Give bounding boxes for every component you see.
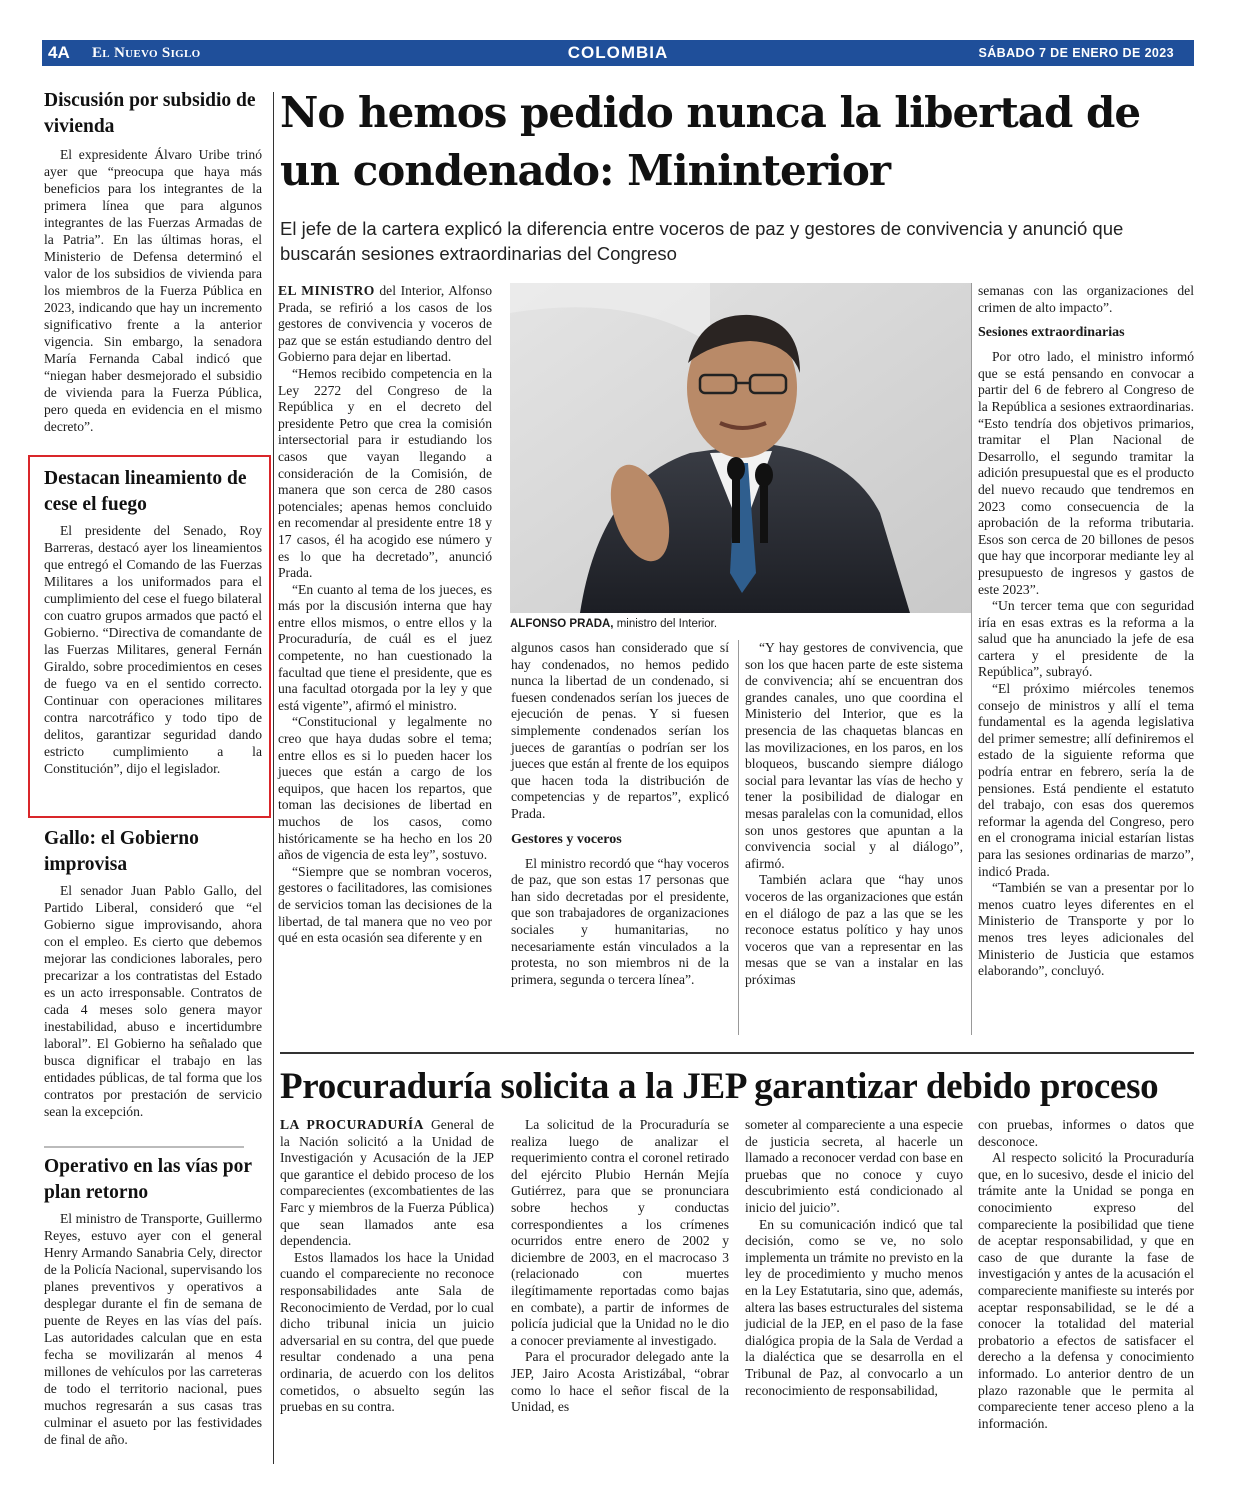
article-paragraph: LA PROCURADURÍA General de la Nación solicitó a la Unidad de Investigación y Acusación de la JEP que garantice el debido proceso de los comparecientes (excombatientes de las Farc y miembros de la Fuerza Pública) que sean llamados ante esa dependencia. <box>280 1117 494 1249</box>
article-subheading: Sesiones extraordinarias <box>978 325 1125 341</box>
article-paragraph: “Un tercer tema que con seguridad iría en esas extras es la reforma a la salud que ha anunciado la jefe de esa cartera y el presidente de la República”, subrayó. <box>978 598 1194 680</box>
article-paragraph: “El próximo miércoles tenemos consejo de ministros y allí el tema fundamental es la agenda legislativa del primer semestre; allí definiremos el estado de la siguiente reforma que podría entrar en febrero, sería la de pensiones. Está pendiente el estatuto del trabajo, con esas dos queremos reformar la agenda del Congreso, pero en el cronograma inicial estarían listas para las sesiones ordinarias de marzo”, indicó Prada. <box>978 681 1194 879</box>
article-paragraph: “Y hay gestores de convivencia, que son los que hacen parte de este sistema de convivencia; ahí se encuentran dos grandes canales, uno que coordina el Ministerio del Interior, que es la presencia de las chaquetas blancas en las movilizaciones, en los paros, en los bloqueos, buscando siempre diálogo social para levantar las vías de hecho y tener la posibilidad de dialogar en mesas paralelas con la comunidad, ellos son unos gestores que apuntan a la convivencia social y al diálogo”, afirmó. <box>745 640 963 871</box>
article-paragraph: “Constitucional y legalmente no creo que haya dudas sobre el tema; entre ellos es si lo pueden hacer los jueces que están a cargo de los equipos, que hacen los repartos, que toman las decisiones de libertad en muchos de los casos, como históricamente se ha hecho en los 20 años de vigencia de esta ley”, sostuvo. <box>278 714 492 863</box>
sidebar-item <box>44 1154 262 1448</box>
article-photo <box>510 283 972 613</box>
sidebar-body: El expresidente Álvaro Uribe trinó ayer que “preocupa que haya más beneficios para los integrantes de la primera línea que para algunos integrantes de las Fuerzas Armadas de la Patria”. En las últimas horas, el Ministerio de Defensa determinó el valor de los subsidios de vivienda para los miembros de la Fuerza Pública en 2023, indicando que hay un incremento significativo frente a la anterior vigencia. Sin embargo, la senadora María Fernanda Cabal indicó que “niegan haber desmejorado el subsidio de vivienda para la Fuerza Pública, pero queda en evidencia en el mismo decreto”. <box>44 147 262 434</box>
sidebar-headline: Gallo: el Gobierno improvisa <box>44 828 199 875</box>
sidebar-divider <box>273 92 274 1464</box>
article-paragraph: En su comunicación indicó que tal decisión, como se ve, no solo implementa un trámite no previsto en la ley de procedimiento y mucho menos en la Ley Estatutaria, sino que, además, altera las bases estructurales del sistema judicial de la JEP, en el paso de la fase dialógica propia de la Sala de Verdad a la dialéctica que se desarrolla en el Tribunal de Paz, al convocarlo a un reconocimiento de responsabilidad, <box>745 1216 963 1398</box>
article-paragraph: semanas con las organizaciones del crimen de alto impacto”. <box>978 283 1194 315</box>
article-column <box>511 640 729 988</box>
caption-name: ALFONSO PRADA, <box>510 618 614 630</box>
page-header <box>42 40 1194 66</box>
column-divider <box>971 283 972 1035</box>
second-article-headline: Procuraduría solicita a la JEP garantizar debido proceso <box>280 1066 1159 1107</box>
sidebar-headline: Discusión por subsidio de vivienda <box>44 90 256 137</box>
sidebar-body: El ministro de Transporte, Guillermo Reyes, estuvo ayer con el general Henry Armando Sanabria Cely, director de la Policía Nacional, supervisando los planes preventivos y operativos a desplegar durante el fin de semana de puente de Reyes en las vías del país. Las autoridades calculan que en esta fecha se movilizarán al menos 4 millones de vehículos por las carreteras de todo el territorio nacional, pues muchos regresarán a sus casas tras culminar el asueto por las festividades de final de año. <box>44 1211 262 1447</box>
article-paragraph: El ministro recordó que “hay voceros de paz, que son estas 17 personas que han sido decretadas por el presidente, que son trabajadores de organizaciones sociales y humanitarias, no necesariamente están vinculados a la protesta, no son miembros ni de la primera, segunda o tercera línea”. <box>511 855 729 987</box>
article-lead: LA PROCURADURÍA <box>280 1117 424 1132</box>
article-paragraph: algunos casos han considerado que sí hay condenados, no hemos pedido nunca la libertad de un condenado, si fuesen condenados serían los jueces de ejecución de penas. Y si fuesen simplemente condenados serían los jueces de garantías o podrían ser los jueces que están al frente de los equipos que hacen toda la distribución de competencias y de repartos”, explicó Prada. <box>511 640 729 821</box>
article-column <box>280 1117 494 1416</box>
article-paragraph: someter al compareciente a una especie de justicia secreta, al hacerle un llamado a reconocer verdad con base en pruebas que no conoce y cuyo descubrimiento está condicionado al inicio del juicio”. <box>745 1117 963 1215</box>
section-name: COLOMBIA <box>567 43 669 62</box>
sidebar-item <box>44 826 262 1120</box>
article-paragraph: EL MINISTRO del Interior, Alfonso Prada, se refirió a los casos de los gestores de convivencia y voceros de paz que se están estudiando dentro del Gobierno para dejar en libertad. <box>278 283 492 365</box>
photo-caption <box>510 617 972 631</box>
sidebar-headline: Destacan lineamiento de cese el fuego <box>44 468 247 515</box>
article-column <box>745 640 963 988</box>
article-separator <box>280 1052 1194 1054</box>
sidebar-body: El senador Juan Pablo Gallo, del Partido Liberal, consideró que “el Gobierno sigue improvisando, ahora con el empleo. Es cierto que debemos mejorar las condiciones laborales, pero precarizar a los contratistas del Estado es un acto irresponsable. Contratos de cada 4 meses solo genera mayor inestabilidad, abuso e incertidumbre laboral”. El Gobierno ha señalado que busca dignificar el trabajo en las entidades públicas, de tal forma que los contratos por prestación de servicio sean la excepción. <box>44 883 262 1119</box>
article-column <box>278 283 492 947</box>
sidebar-body: El presidente del Senado, Roy Barreras, destacó ayer los lineamientos que entregó el Comando de las Fuerzas Militares a los uniformados para el cumplimiento del cese el fuego bilateral con cuatro grupos armados que pactó el Gobierno. “Directiva de comandante de las Fuerzas Militares, general Fernán Giraldo, sobre procedimientos en ceses de fuego va en el sentido correcto. Continuar con operaciones militares contra narcotráfico y todo tipo de delitos, garantizar seguridad dando estricto cumplimiento a la Constitución”, dijo el legislador. <box>44 523 262 776</box>
article-column <box>978 283 1194 980</box>
article-column <box>978 1117 1194 1432</box>
sidebar-headline: Operativo en las vías por plan retorno <box>44 1156 252 1203</box>
article-deck: El jefe de la cartera explicó la diferencia entre voceros de paz y gestores de convivencia y anunció que buscarán sesiones extraordinarias del Congreso <box>280 218 1124 264</box>
article-column <box>745 1117 963 1399</box>
caption-text: ministro del Interior. <box>613 618 718 630</box>
newspaper-name: El Nuevo Siglo <box>92 45 201 61</box>
article-paragraph: “En cuanto al tema de los jueces, es más por la discusión interna que hay entre ellos mismos, o entre ellos y la Procuraduría, de cuál es el juez competente, no han cuestionado la facultad que tiene el presidente, que es una facultad otorgada por la ley y que está vigente”, afirmó el ministro. <box>278 581 492 713</box>
article-column <box>511 1117 729 1416</box>
issue-date: SÁBADO 7 DE ENERO DE 2023 <box>978 46 1174 60</box>
article-paragraph: “También se van a presentar por lo menos cuatro leyes diferentes en el Ministerio de Transporte y por lo menos tres leyes adicionales del Ministerio de Justicia que estamos elaborando”, concluyó. <box>978 880 1194 979</box>
article-paragraph: La solicitud de la Procuraduría se realiza luego de analizar el requerimiento contra el coronel retirado del ejército Plubio Hernán Mejía Gutiérrez, para que se pronunciara sobre hechos y conductas correspondientes a los crímenes ocurridos entre enero de 2002 y diciembre de 2003, en el macrocaso 3 (relacionado con muertes ilegítimamente reportadas como bajas en combate), a partir de informes de policía judicial que la Unidad no le dio a conocer previamente al investigado. <box>511 1117 729 1348</box>
sidebar-item <box>44 466 262 777</box>
article-paragraph: Para el procurador delegado ante la JEP, Jairo Acosta Aristizábal, “obrar como lo hace el señor fiscal de la Unidad, es <box>511 1349 729 1415</box>
column-divider <box>738 640 739 1035</box>
article-paragraph: Al respecto solicitó la Procuraduría que, en lo sucesivo, desde el inicio del trámite ante la Unidad se ponga en conocimiento expreso del compareciente la posibilidad que tiene de aceptar responsabilidad, y que en caso de que durante la fase de investigación y antes de la acusación el compareciente manifieste su interés por aceptar responsabilidad, se le dé a conocer la totalidad del material probatorio a efectos de satisfacer el derecho a la defensa y conocimiento informado. Lo anterior dentro de un plazo razonable que le permita al compareciente tener acceso pleno a la información. <box>978 1150 1194 1431</box>
article-paragraph: “Hemos recibido competencia en la Ley 2272 del Congreso de la República y en el decreto del presidente Petro que crea la comisión intersectorial para ir estudiando los casos que vayan llegando a consideración de la Comisión, de manera que son cerca de 280 casos potenciales; apenas hemos concluido en recomendar al presidente entre 18 y 17 casos, él ha acogido ese número y es lo que ha decretado”, anunció Prada. <box>278 365 492 581</box>
article-paragraph: Estos llamados los hace la Unidad cuando el compareciente no reconoce responsabilidades ante Sala de Reconocimiento de Verdad, por lo cual dicho tribunal inicia un juicio adversarial en su contra, del que puede resultar condenado a una pena ordinaria, de acuerdo con los delitos cometidos, o absuelto según las pruebas en su contra. <box>280 1249 494 1415</box>
minister-photo <box>510 283 972 613</box>
article-lead: EL MINISTRO <box>278 283 375 298</box>
sidebar-rule <box>44 1146 244 1148</box>
article-subheading: Gestores y voceros <box>511 831 622 847</box>
article-paragraph: Por otro lado, el ministro informó que se está pensando en convocar a partir del 6 de febrero al Congreso de la República a sesiones extraordinarias. “Esto tendría dos objetivos primarios, tramitar el Plan Nacional de Desarrollo, el segundo tramitar la adición presupuestal que es el producto del nuevo recaudo que tendremos en 2023 como consecuencia de la aprobación de la reforma tributaria. Esos son cerca de 20 billones de pesos que hay que incorporar mediante ley al presupuesto de ingresos y gastos de este 2023”. <box>978 349 1194 597</box>
article-headline: No hemos pedido nunca la libertad de un condenado: Mininterior <box>280 88 1141 195</box>
sidebar-item <box>44 88 262 435</box>
article-paragraph: “Siempre que se nombran voceros, gestores o facilitadores, las comisiones de servicios toman las decisiones de la libertad, de tal manera que no veo por qué en esta ocasión sea diferente y en <box>278 863 492 946</box>
article-paragraph: También aclara que “hay unos voceros de las organizaciones que están en el diálogo de paz a las que se les reconoce estatus político y hay unos voceros que van a representar en las mesas que se van a instalar en las próximas <box>745 872 963 987</box>
article-paragraph: con pruebas, informes o datos que desconoce. <box>978 1117 1194 1149</box>
page-number: 4A <box>48 43 70 62</box>
